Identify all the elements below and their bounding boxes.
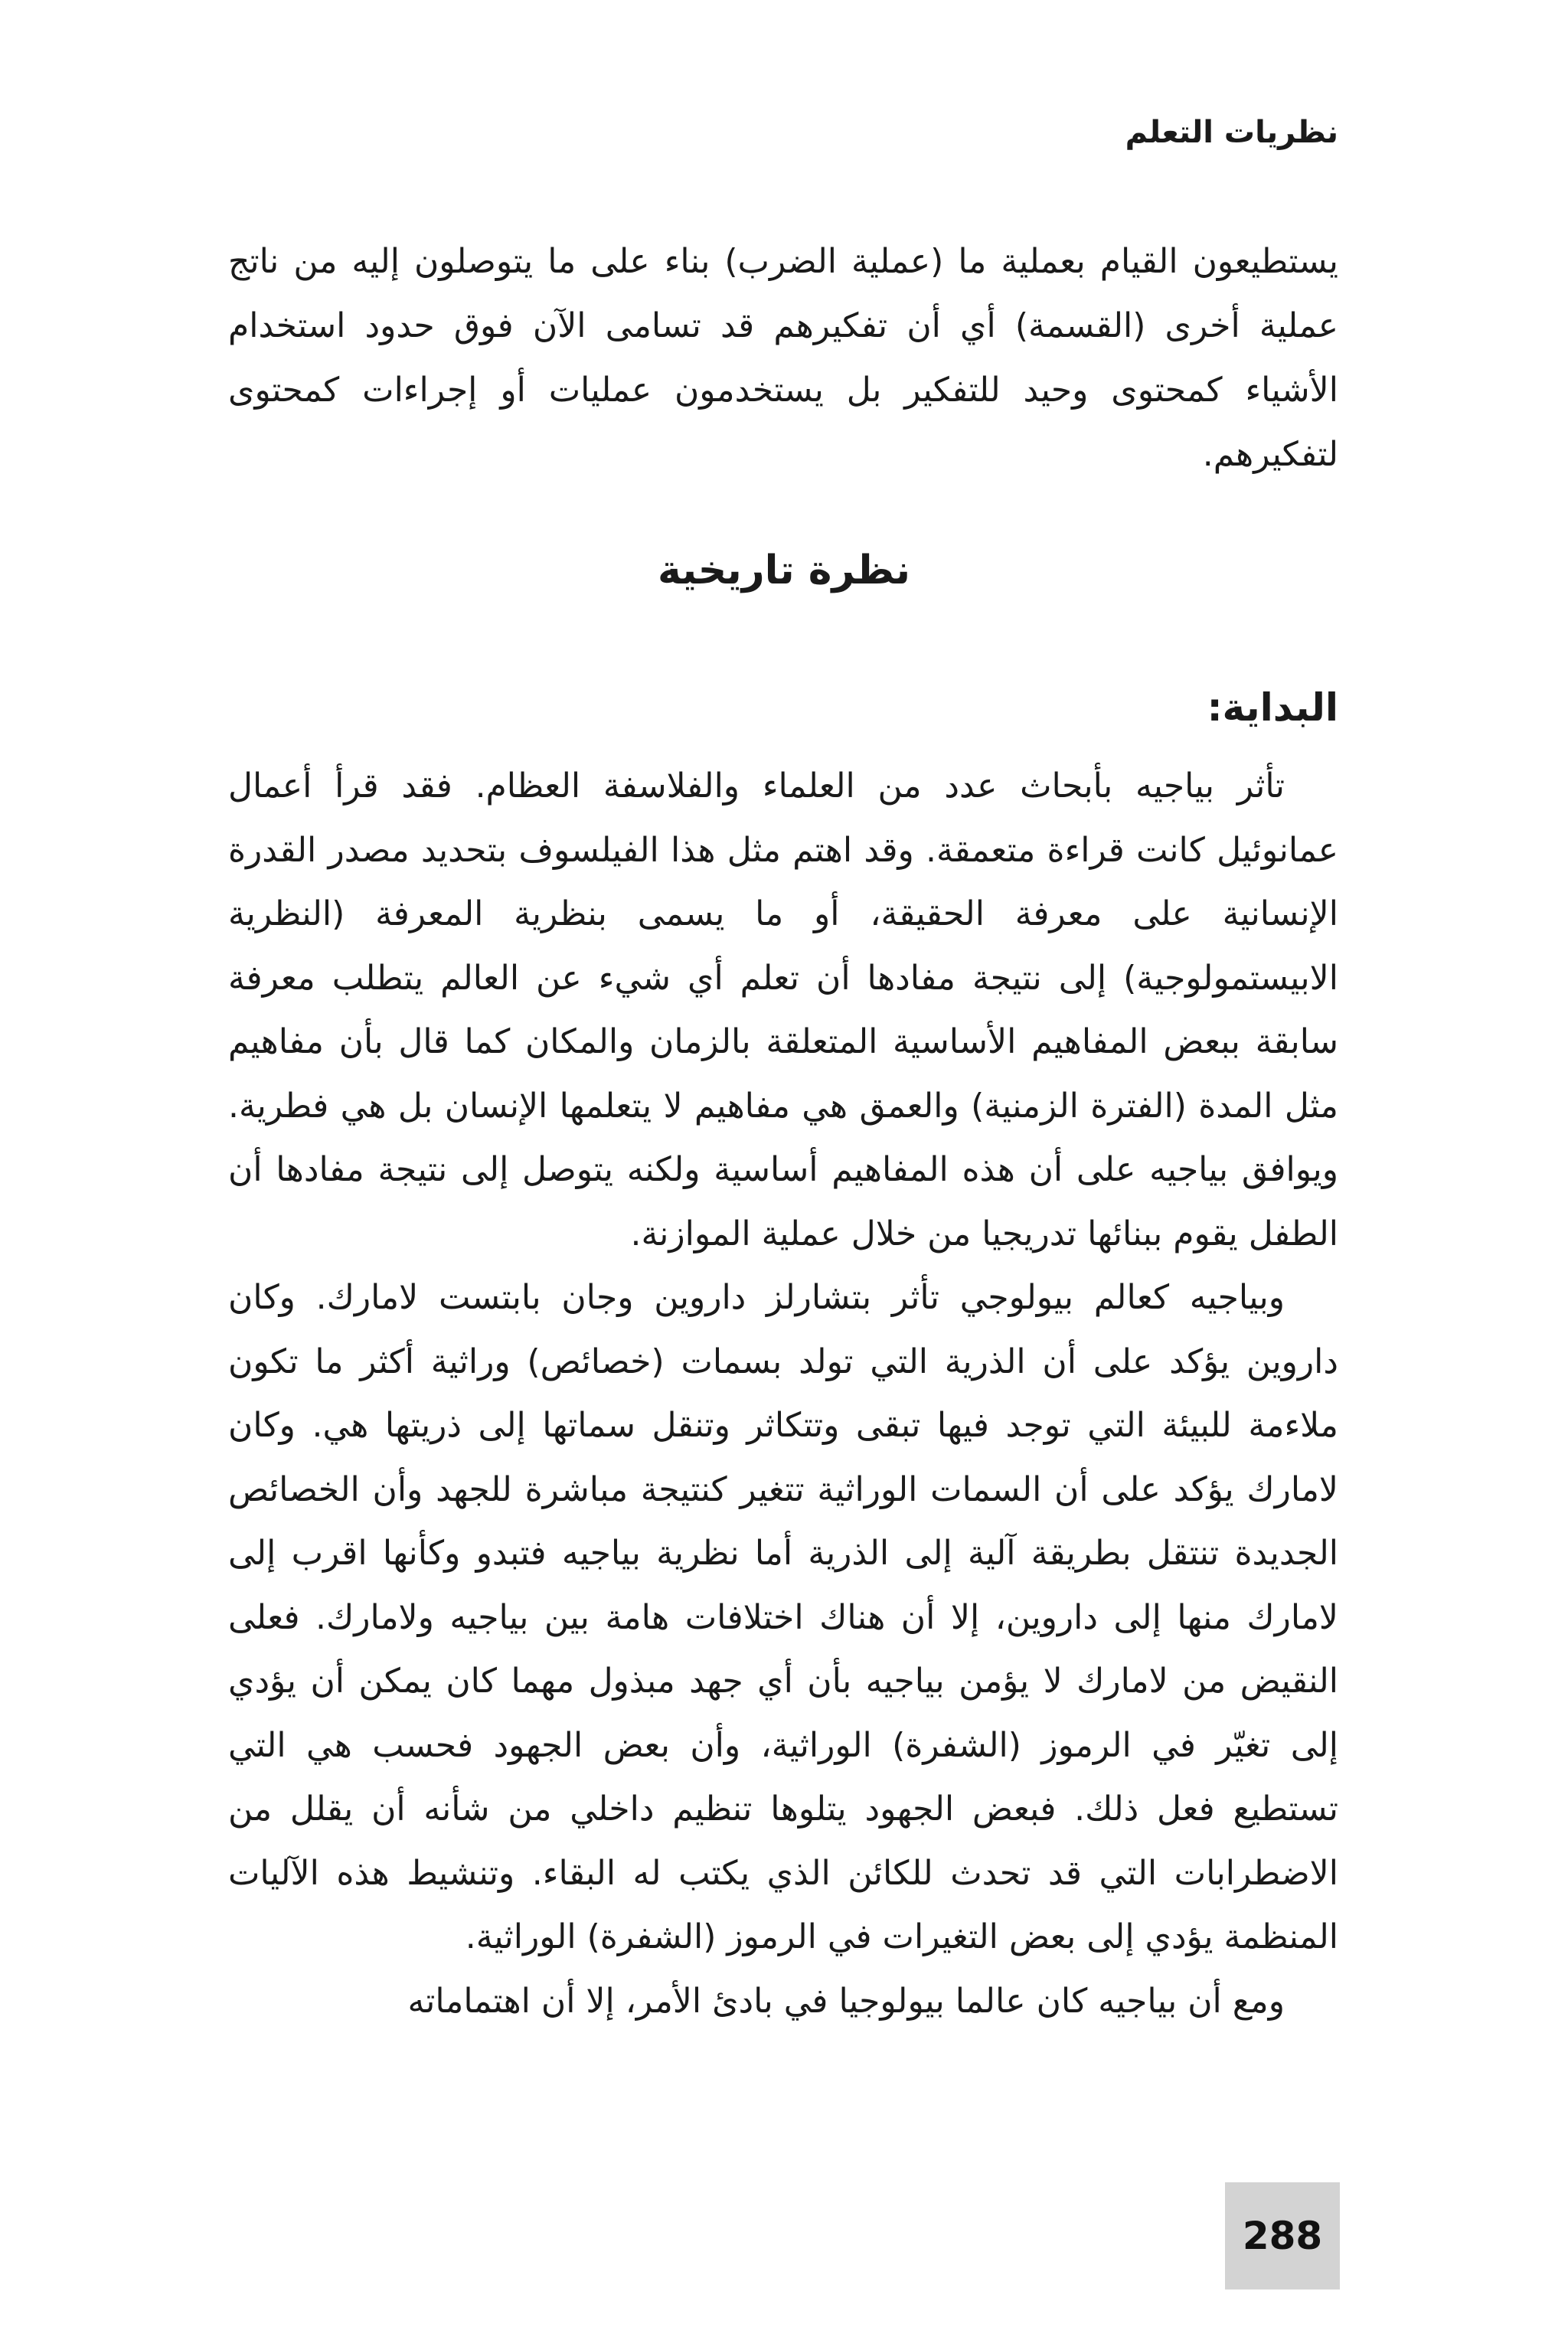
body-paragraph: تأثر بياجيه بأبحاث عدد من العلماء والفلاسفة العظام. فقد قرأ أعمال عمانوئيل كانت قراءة متعمقة. وقد اهتم مثل هذا الفيلسوف بتحديد مصدر القدرة الإنسانية على معرفة الحقيقة، أو ما يسمى بنظرية المعرفة (النظرية الابيستمولوجية) إلى نتيجة مفادها أن تعلم أي شيء عن العالم يتطلب معرفة سابقة ببعض المفاهيم الأساسية المتعلقة بالزمان والمكان كما قال بأن مفاهيم مثل المدة (الفترة الزمنية) والعمق هي مفاهيم لا يتعلمها الإنسان بل هي فطرية. ويوافق بياجيه على أن هذه المفاهيم أساسية ولكنه يتوصل إلى نتيجة مفادها أن الطفل يقوم ببنائها تدريجيا من خلال عملية الموازنة. xyxy=(228,766,1338,1253)
running-header: نظريات التعلم xyxy=(1125,115,1338,150)
subheading: البداية: xyxy=(1207,685,1338,730)
page-number-box xyxy=(1225,2182,1340,2290)
section-title: نظرة تاريخية xyxy=(657,547,911,593)
body-text xyxy=(228,754,1338,2033)
body-paragraph: وبياجيه كعالم بيولوجي تأثر بتشارلز داروين وجان بابتست لامارك. وكان داروين يؤكد على أن الذرية التي تولد بسمات (خصائص) وراثية أكثر ما تكون ملاءمة للبيئة التي توجد فيها تبقى وتتكاثر وتنقل سماتها إلى ذريتها هي. وكان لامارك يؤكد على أن السمات الوراثية تتغير كنتيجة مباشرة للجهد وأن الخصائص الجديدة تنتقل بطريقة آلية إلى الذرية أما نظرية بياجيه فتبدو وكأنها اقرب إلى لامارك منها إلى داروين، إلا أن هناك اختلافات هامة بين بياجيه ولامارك. فعلى النقيض من لامارك لا يؤمن بياجيه بأن أي جهد مبذول مهما كان يمكن أن يؤدي إلى تغيّر في الرموز (الشفرة) الوراثية، وأن بعض الجهود فحسب هي التي تستطيع فعل ذلك. فبعض الجهود يتلوها تنظيم داخلي من شأنه أن يقلل من الاضطرابات التي قد تحدث للكائن الذي يكتب له البقاء. وتنشيط هذه الآليات المنظمة يؤدي إلى بعض التغيرات في الرموز (الشفرة) الوراثية. xyxy=(228,1278,1338,1956)
intro-paragraph: يستطيعون القيام بعملية ما (عملية الضرب) بناء على ما يتوصلون إليه من ناتج عملية أخرى (القسمة) أي أن تفكيرهم قد تسامى الآن فوق حدود استخدام الأشياء كمحتوى وحيد للتفكير بل يستخدمون عمليات أو إجراءات كمحتوى لتفكيرهم. xyxy=(228,242,1338,474)
intro-text xyxy=(228,230,1338,487)
body-paragraph: ومع أن بياجيه كان عالما بيولوجيا في بادئ الأمر، إلا أن اهتماماته xyxy=(407,1981,1285,2021)
page-number: 288 xyxy=(1242,2214,1323,2258)
